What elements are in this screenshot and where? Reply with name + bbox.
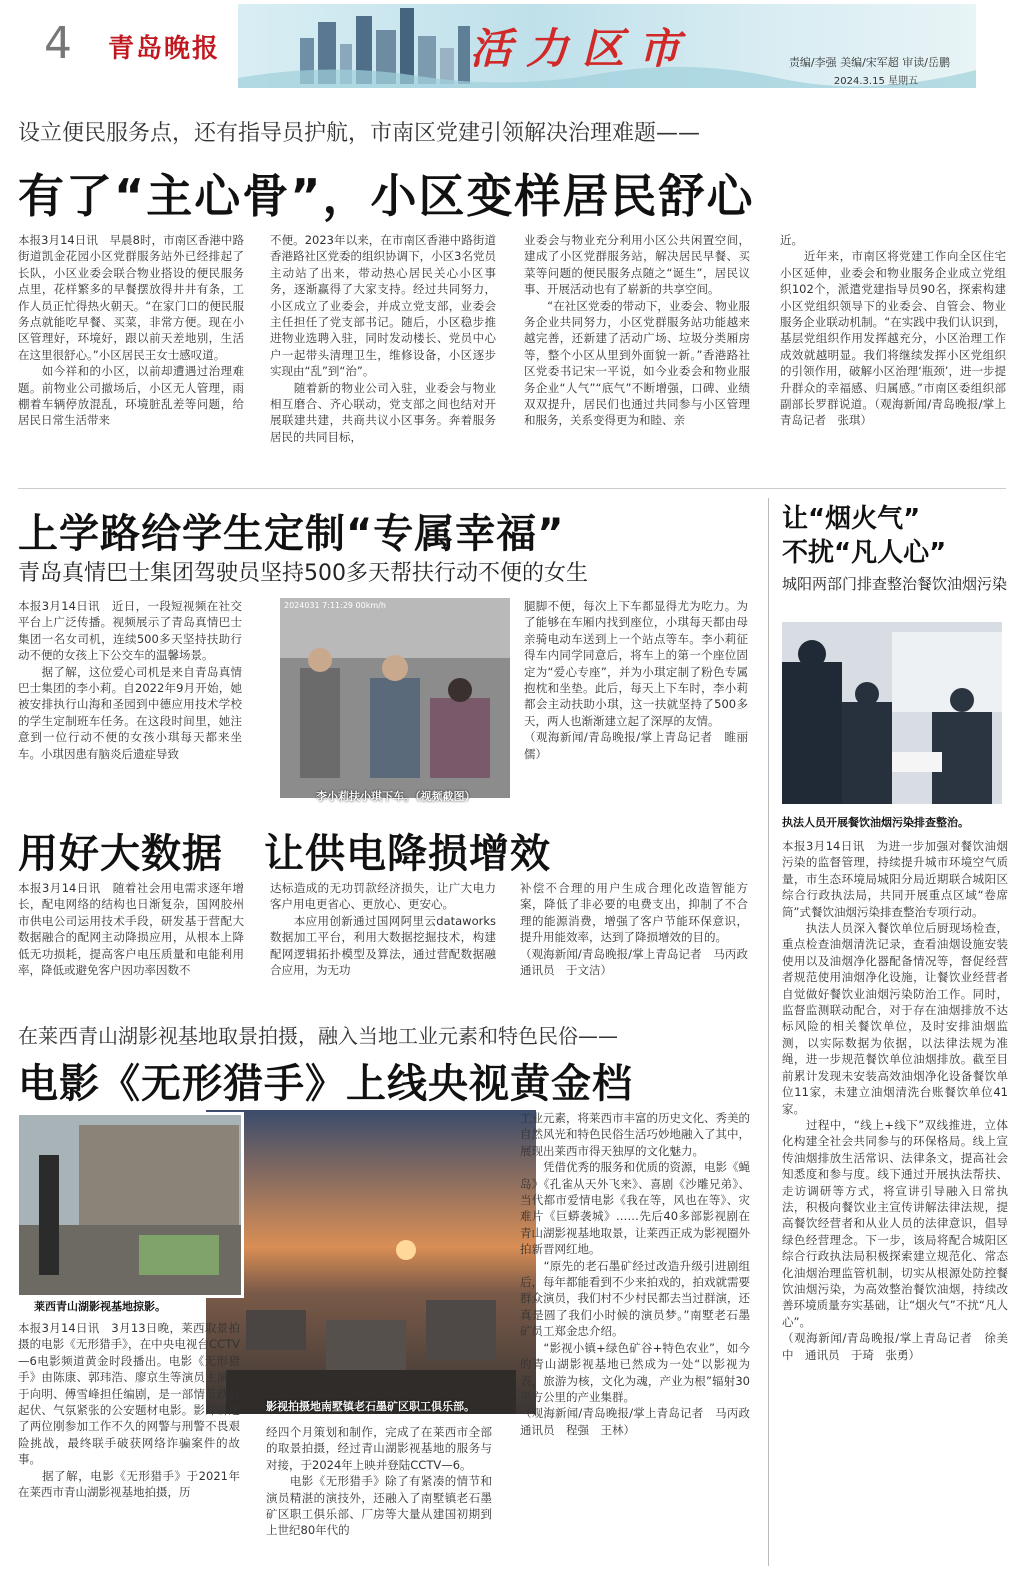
article5-kicker: 在莱西青山湖影视基地取景拍摄，融入当地工业元素和特色民俗—— xyxy=(18,1024,618,1048)
film-base-image xyxy=(19,1115,241,1295)
article5-column-2: 经四个月策划和制作，完成了在莱西市全部的取景拍摄，经过青山湖影视基地的服务与对接，于2024年上映并登陆CCTV—6。 电影《无形猎手》除了有紧凑的情节和演员精湛的演技外，还融入了南墅镇老石墨矿区职工俱乐部、厂房等大量从建国初期到上世纪80年代的 xyxy=(266,1425,492,1538)
article3-headline: 用好大数据 让供电降损增效 xyxy=(18,831,551,877)
article2-headline: 上学路给学生定制“专属幸福” xyxy=(18,511,565,557)
editor-credits: 责编/李强 美编/宋军超 审读/岳鹏 xyxy=(788,56,950,69)
article3-column-1: 本报3月14日讯 随着社会用电需求逐年增长，配电网络的结构也日渐复杂，国网胶州市供电公司运用技术手段，研发基于营配大数据融合的配网主动降损应用，从根本上降低无功损耗，提高客户电压质量和电能利用率，降低或避免客户因功率因数不 xyxy=(18,881,244,978)
article1-kicker: 设立便民服务点，还有指导员护航，市南区党建引领解决治理难题—— xyxy=(18,121,701,146)
page-number: 4 xyxy=(44,18,72,69)
article3-column-3: 补偿不合理的用户生成合理化改造智能方案，降低了非必要的电费支出，抑制了不合理的能源消费，增强了客户节能环保意识，提升用能效率，达到了降损增效的目的。 （观海新闻/青岛晚报/掌上青岛记者 马丙政 通讯员 于文洁） xyxy=(520,881,748,978)
article2-photo-caption: 李小莉扶小琪下车。（视频截图） xyxy=(316,790,476,803)
article5-column-1: 本报3月14日讯 3月13日晚，莱西取景拍摄的电影《无形猎手》，在中央电视台CCTV—6电影频道黄金时段播出。电影《无形猎手》由陈康、郭玮浩、廖京生等演员主演，于向明、傅雪峰担任编剧，是一部情节跌宕起伏、气氛紧张的公安题材电影。影片讲述了两位刚参加工作不久的网警与刑警不畏艰险挑战，最终联手破获网络诈骗案件的故事。 据了解，电影《无形猎手》于2021年在莱西市青山湖影视基地拍摄，历 xyxy=(18,1321,240,1500)
article2-column-1: 本报3月14日讯 近日，一段短视频在社交平台上广泛传播。视频展示了青岛真情巴士集团一名女司机，连续500多天坚持扶助行动不便的女孩上下公交车的温馨场景。 据了解，这位爱心司机是来自青岛真情巴士集团的李小莉。自2022年9月开始，她被安排执行山海和圣园到中德应用技术学校的学生定制班车任务。在这段时间里，她注意到一位行动不便的女孩小琪每天都来坐车。小琪因患有脑炎后遗症导致 xyxy=(18,599,242,761)
masthead xyxy=(0,0,1024,96)
film-base-photo xyxy=(16,1112,244,1298)
article1-column-4: 近。 近年来，市南区将党建工作向全区住宅小区延伸，业委会和物业服务企业成立党组织102个，派遣党建指导员90名，探索构建小区党组织领导下的业委会、自管会、物业服务企业联动机制。“在实践中我们认识到，基层党组织作用发挥越充分，小区治理工作成效就越明显。我们将继续发挥小区党组织的引领作用，破解小区治理‘瓶颈’，进一步提升群众的幸福感、归属感。”市南区委组织部副部长罗群说道。（观海新闻/青岛晚报/掌上青岛记者 张琪） xyxy=(780,233,1006,428)
paper-name: 青岛晚报 xyxy=(108,34,221,64)
issue-date: 2024.3.15 星期五 xyxy=(833,76,918,87)
article5-headline: 电影《无形猎手》上线央视黄金档 xyxy=(18,1061,633,1107)
section-title: 活力区市 xyxy=(470,24,695,73)
bus-photo xyxy=(280,598,510,798)
article5-column-3: 工业元素，将莱西市丰富的历史文化、秀美的自然风光和特色民俗生活巧妙地融入了其中，展现出莱西市得天独厚的文化魅力。 凭借优秀的服务和优质的资源，电影《蝇岛》《孔雀从天外飞来》、喜剧《沙雕兄弟》、当代都市爱情电影《我在等，风也在等》、灾难片《巨蟒袭城》……先后40多部影视剧在青山湖影视基地取景，让莱西正成为影视圈外拍新晋网红地。 “原先的老石墨矿经过改造升级引进剧组后，每年都能看到不少来拍戏的，拍戏就需要群众演员，我们村不少村民都去当过群演，还真是圆了我们小时候的演员梦。”南墅老石墨矿员工郑金忠介绍。 “影视小镇+绿色矿谷+特色农业”，如今的青山湖影视基地已然成为一处“以影视为表，旅游为核，文化为魂，产业为根”辐射30平方公里的产业集群。 （观海新闻/青岛晚报/掌上青岛记者 马丙政 通讯员 程强 王林） xyxy=(520,1111,750,1437)
article1-column-2: 不便。2023年以来，在市南区香港中路街道香港路社区党委的组织协调下，小区3名党员主动站了出来，带动热心居民关心小区事务，逐渐赢得了大家支持。经过共同努力，小区成立了业委会，并成立党支部，业委会主任担任了党支部书记。随后，小区稳步推进物业选聘入驻，同时发动楼长、党员中心户一起带头清理卫生，维修设备，小区逐步实现由“乱”到“治”。 随着新的物业公司入驻，业委会与物业相互磨合、齐心联动，党支部之间也结对开展联建共建，共商共议小区事务。奔着服务居民的共同目标， xyxy=(270,233,496,444)
article1-column-1: 本报3月14日讯 早晨8时，市南区香港中路街道凯金花园小区党群服务站外已经排起了长队，小区业委会联合物业搭设的便民服务点里，花样繁多的早餐摆放得井井有条，工作人员正忙得热火朝天。“在家门口的便民服务点就能吃早餐、买菜，非常方便。现在小区管理好，环境好，跟以前天差地别，生活在这里很舒心。”小区居民王女士感叹道。 如今祥和的小区，以前却遭遇过治理难题。前物业公司撤场后，小区无人管理，雨棚着车辆停放混乱，环境脏乱差等问题，给居民日常生活带来 xyxy=(18,233,244,428)
article4-body: 本报3月14日讯 为进一步加强对餐饮油烟污染的监督管理，持续提升城市环境空气质量，市生态环境局城阳分局近期联合城阳区综合行政执法局，共同开展重点区域“卷席筒”式餐饮油烟污染排查整治专项行动。 执法人员深入餐饮单位后厨现场检查，重点检查油烟清洗记录，查看油烟设施安装使用以及油烟净化器配备情况等，督促经营者规范使用油烟净化设施，让餐饮业经营者自觉做好餐饮业油烟污染防治工作。同时，监督监测联动配合，对于存在油烟排放不达标风险的相关餐饮单位，及时安排油烟监测，以实际数据为依据，以法律法规为准绳，进一步规范餐饮单位油烟排放。截至目前累计发现未安装高效油烟净化设备餐饮单位11家，未建立油烟清洗台账餐饮单位41家。 过程中，“线上+线下”双线推进，立体化构建全社会共同参与的环保格局。线上宣传油烟排放生活常识、法律条文，提高社会知悉度和参与度。线下通过开展执法帮扶、走访调研等方式，将宣讲引导融入日常执法，积极向餐饮业主宣传讲解法律法规，提高餐饮经营者和从业人员的法律意识，倡导绿色经营理念。下一步，该局将配合城阳区综合行政执法局积极探索建立规范化、常态化油烟治理监管机制，切实从根源处防控餐饮油烟污染，为高效整治餐饮油烟，持续改善环境质量夯实基础，让“烟火气”不扰“凡人心”。 （观海新闻/青岛晚报/掌上青岛记者 徐美中 通讯员 于琦 张勇） xyxy=(782,839,1008,1362)
divider xyxy=(18,488,1006,489)
article2-subheadline: 青岛真情巴士集团驾驶员坚持500多天帮扶行动不便的女生 xyxy=(18,561,588,586)
mining-town-sunset-image xyxy=(206,1110,536,1414)
article4-photo-caption: 执法人员开展餐饮油烟污染排查整治。 xyxy=(782,816,969,829)
article1-headline: 有了“主心骨”，小区变样居民舒心 xyxy=(18,169,755,223)
section-banner xyxy=(238,4,976,88)
inspection-photo xyxy=(782,622,1002,804)
article4-headline: 让“烟火气” 不扰“凡人心” xyxy=(782,504,947,568)
video-timestamp: 2024031 7:11:29 00km/h xyxy=(284,601,386,610)
inspection-image xyxy=(782,622,1002,804)
sunset-photo xyxy=(206,1110,536,1414)
article5-photo1-caption: 莱西青山湖影视基地掠影。 xyxy=(34,1300,166,1313)
article1-column-3: 业委会与物业充分利用小区公共闲置空间，建成了小区党群服务站，解决居民早餐、买菜等问题的便民服务点随之“诞生”，居民议事、开展活动也有了崭新的共享空间。 “在社区党委的带动下，业委会、物业服务企业共同努力，小区党群服务站功能越来越完善，还新建了活动广场、垃圾分类厢房等，整个小区从里到外面貌一新。”香港路社区党委书记宋一平说，如今业委会和物业服务企业“人气”“底气”不断增强，口碑、业绩双双提升，居民们也通过共同参与小区管理和服务，关系变得更为和睦、亲 xyxy=(524,233,750,428)
sidebar-divider xyxy=(768,498,769,1566)
article3-column-2: 达标造成的无功罚款经济损失，让广大电力客户用电更省心、更放心、更安心。 本应用创新通过国网阿里云dataworks数据加工平台，利用大数据挖掘技术，构建配网逻辑拓扑模型及算法，通过营配数据融合应用，为无功 xyxy=(270,881,496,978)
article2-column-2: 腿脚不便，每次上下车都显得尤为吃力。为了能够在车厢内找到座位，小琪每天都由母亲骑电动车送到上一个站点等车。李小莉征得车内同学同意后，将车上的第一个座位固定为“爱心专座”，并为小琪定制了粉色专属抱枕和坐垫。此后，每天上下车时，李小莉都会主动扶助小琪，这一扶就坚持了500多天，两人也渐渐建立起了深厚的友情。 （观海新闻/青岛晚报/掌上青岛记者 睢丽儒） xyxy=(524,599,748,761)
bus-interior-image xyxy=(280,598,510,798)
article4-subheadline: 城阳两部门排查整治餐饮油烟污染 xyxy=(782,575,1008,593)
article5-photo2-caption: 影视拍摄地南墅镇老石墨矿区职工俱乐部。 xyxy=(266,1400,475,1413)
